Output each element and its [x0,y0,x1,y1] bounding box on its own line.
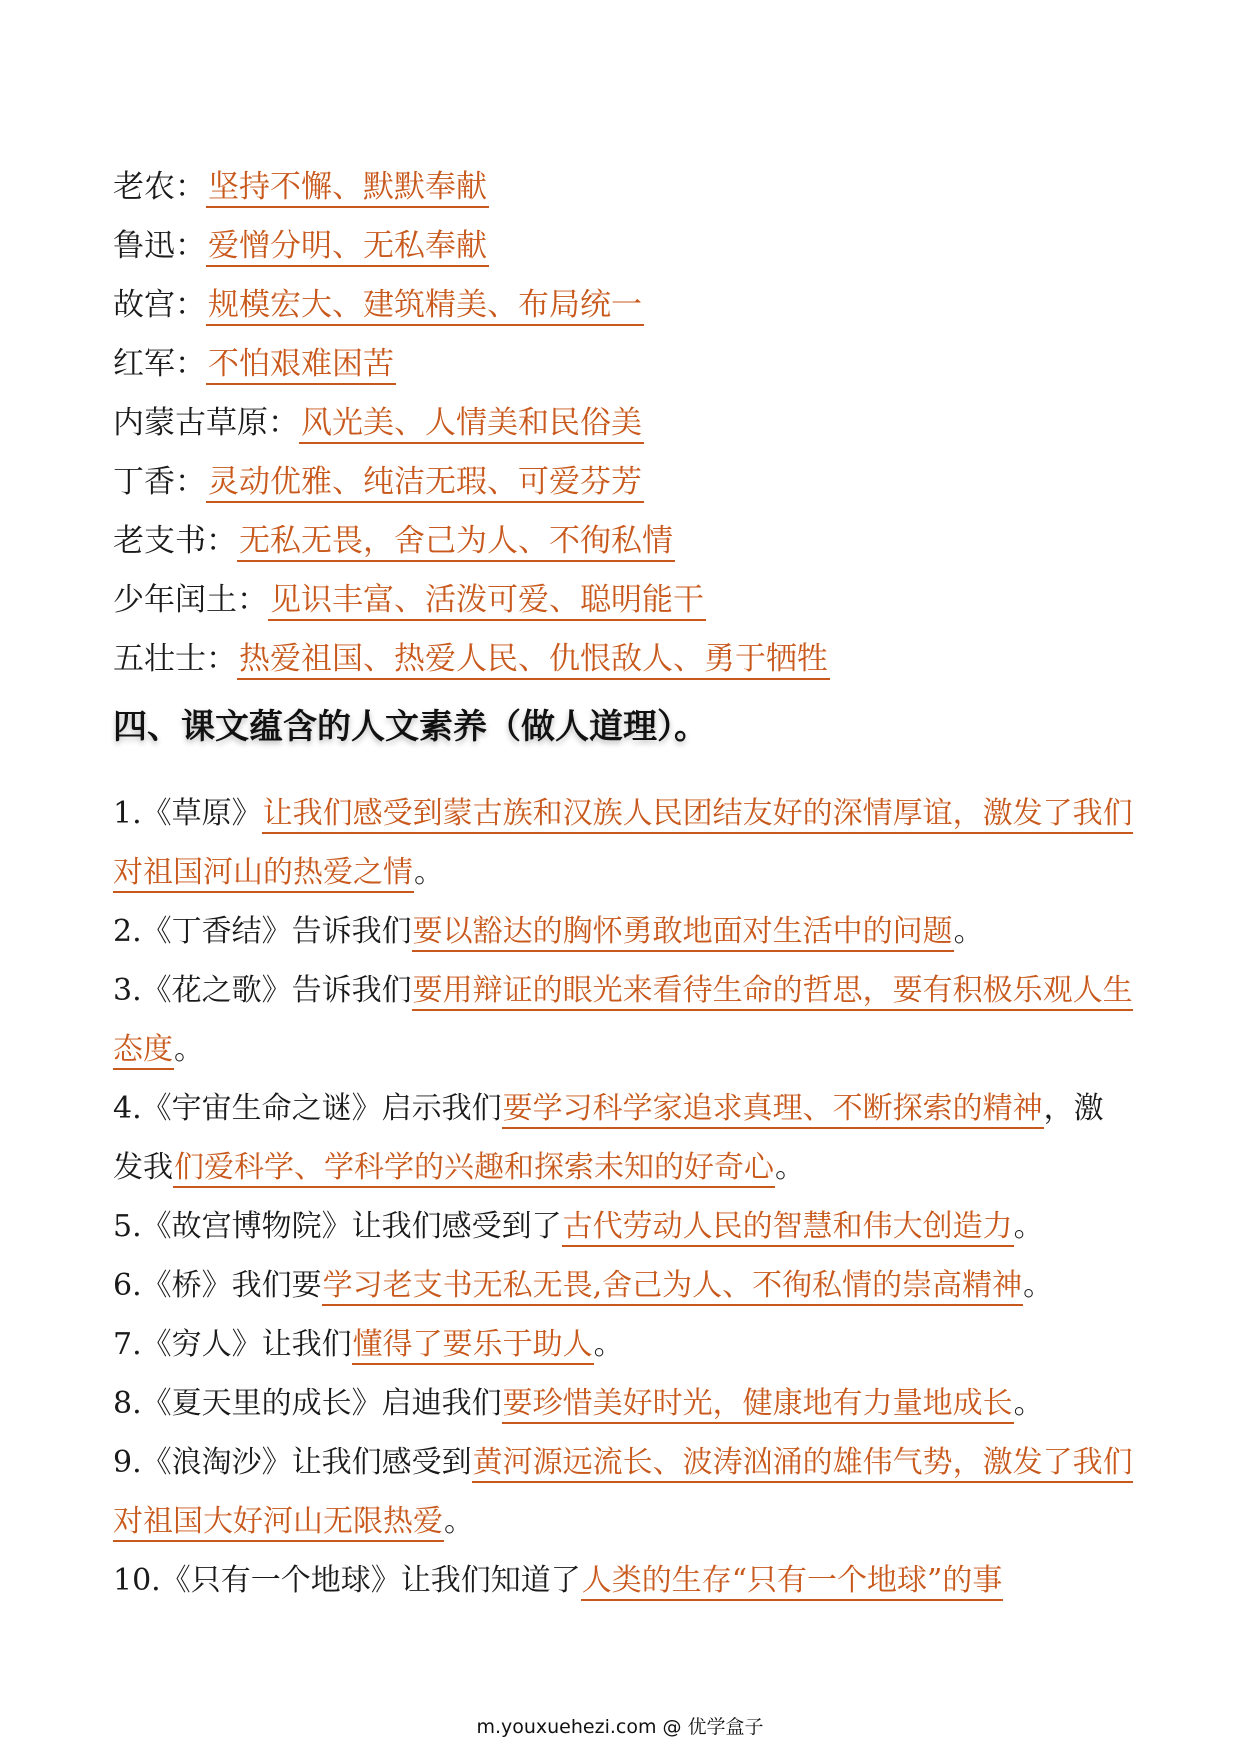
trait-answer: 见识丰富、活泼可爱、聪明能干 [268,582,706,621]
trait-line [113,276,1133,335]
lesson-end: 。 [1023,1268,1054,1303]
lesson-item [113,1256,1133,1315]
lesson-end: 。 [414,855,444,890]
lesson-answer: 学习老支书无私无畏,舍己为人、不徇私情的崇高精神 [322,1268,1024,1306]
trait-name: 丁香 [113,464,175,500]
trait-line [113,217,1133,276]
lesson-prefix: 8.《夏天里的成长》启迪我们 [113,1386,502,1421]
trait-line [113,453,1133,512]
lesson-end: 。 [593,1327,624,1362]
lesson-list [113,784,1133,1610]
trait-name: 故宫 [113,287,175,323]
lesson-answer: 要用辩证的眼光来看待生命的哲思，要有积极乐观人生态度 [113,973,1133,1070]
lesson-prefix: 1.《草原》 [113,796,262,831]
trait-answer: 热爱祖国、热爱人民、仇恨敌人、勇于牺牲 [237,641,830,680]
trait-name: 五壮士 [113,641,206,677]
trait-line [113,630,1133,689]
trait-separator: ： [206,523,237,559]
lesson-item [113,784,1133,902]
lesson-item [113,902,1133,961]
trait-name: 老农 [113,169,175,205]
lesson-item [113,1315,1133,1374]
trait-name: 老支书 [113,523,206,559]
trait-separator: ： [175,169,206,205]
lesson-item [113,1374,1133,1433]
trait-answer: 坚持不懈、默默奉献 [206,169,489,208]
trait-separator: ： [175,228,206,264]
lesson-prefix: 2.《丁香结》告诉我们 [113,914,412,949]
lesson-item [113,961,1133,1079]
trait-name: 内蒙古草原 [113,405,268,441]
lesson-end: 。 [174,1032,204,1067]
lesson-mid: ，激发我 [113,1091,1104,1185]
lesson-prefix: 9.《浪淘沙》让我们感受到 [113,1445,472,1480]
lesson-item [113,1197,1133,1256]
lesson-answer: 让我们感受到蒙古族和汉族人民团结友好的深情厚谊，激发了我们对祖国河山的热爱之情 [113,796,1133,893]
trait-name: 鲁迅 [113,228,175,264]
trait-list [113,158,1133,689]
lesson-answer: 要珍惜美好时光，健康地有力量地成长 [502,1386,1014,1424]
lesson-prefix: 4.《宇宙生命之谜》启示我们 [113,1091,502,1126]
lesson-answer: 人类的生存“只有一个地球”的事 [581,1563,1004,1601]
trait-answer: 风光美、人情美和民俗美 [299,405,644,444]
trait-answer: 爱憎分明、无私奉献 [206,228,489,267]
trait-separator: ： [175,346,206,382]
lesson-prefix: 3.《花之歌》告诉我们 [113,973,412,1008]
trait-name: 少年闰土 [113,582,237,618]
lesson-prefix: 5.《故宫博物院》让我们感受到了 [113,1209,562,1244]
lesson-end: 。 [1013,1209,1044,1244]
trait-separator: ： [268,405,299,441]
trait-separator: ： [175,287,206,323]
trait-answer: 规模宏大、建筑精美、布局统一 [206,287,644,326]
trait-separator: ： [206,641,237,677]
trait-line [113,512,1133,571]
lesson-item [113,1551,1133,1610]
lesson-answer: 懂得了要乐于助人 [352,1327,594,1365]
lesson-end: 。 [953,914,984,949]
trait-line [113,571,1133,630]
lesson-end: 。 [775,1150,805,1185]
trait-separator: ： [175,464,206,500]
lesson-prefix: 7.《穷人》让我们 [113,1327,352,1362]
lesson-item [113,1079,1133,1197]
trait-answer: 不怕艰难困苦 [206,346,396,385]
trait-name: 红军 [113,346,175,382]
lesson-item [113,1433,1133,1551]
lesson-end: 。 [1013,1386,1044,1421]
lesson-prefix: 6.《桥》我们要 [113,1268,322,1303]
lesson-answer: 古代劳动人民的智慧和伟大创造力 [562,1209,1014,1247]
trait-line [113,394,1133,453]
lesson-answer: 要学习科学家追求真理、不断探索的精神 [502,1091,1044,1129]
trait-answer: 灵动优雅、纯洁无瑕、可爱芬芳 [206,464,644,503]
trait-line [113,335,1133,394]
lesson-end: 。 [444,1504,474,1539]
trait-line [113,158,1133,217]
lesson-answer-2: 们爱科学、学科学的兴趣和探索未知的好奇心 [173,1150,775,1188]
lesson-answer: 要以豁达的胸怀勇敢地面对生活中的问题 [412,914,954,952]
footer-watermark: m.youxuehezi.com @ 优学盒子 [476,1716,764,1738]
lesson-answer: 黄河源远流长、波涛汹涌的雄伟气势，激发了我们对祖国大好河山无限热爱 [113,1445,1133,1542]
section-heading: 四、课文蕴含的人文素养（做人道理）。 [113,707,708,747]
trait-answer: 无私无畏，舍己为人、不徇私情 [237,523,675,562]
trait-separator: ： [237,582,268,618]
lesson-prefix: 10.《只有一个地球》让我们知道了 [113,1563,581,1598]
